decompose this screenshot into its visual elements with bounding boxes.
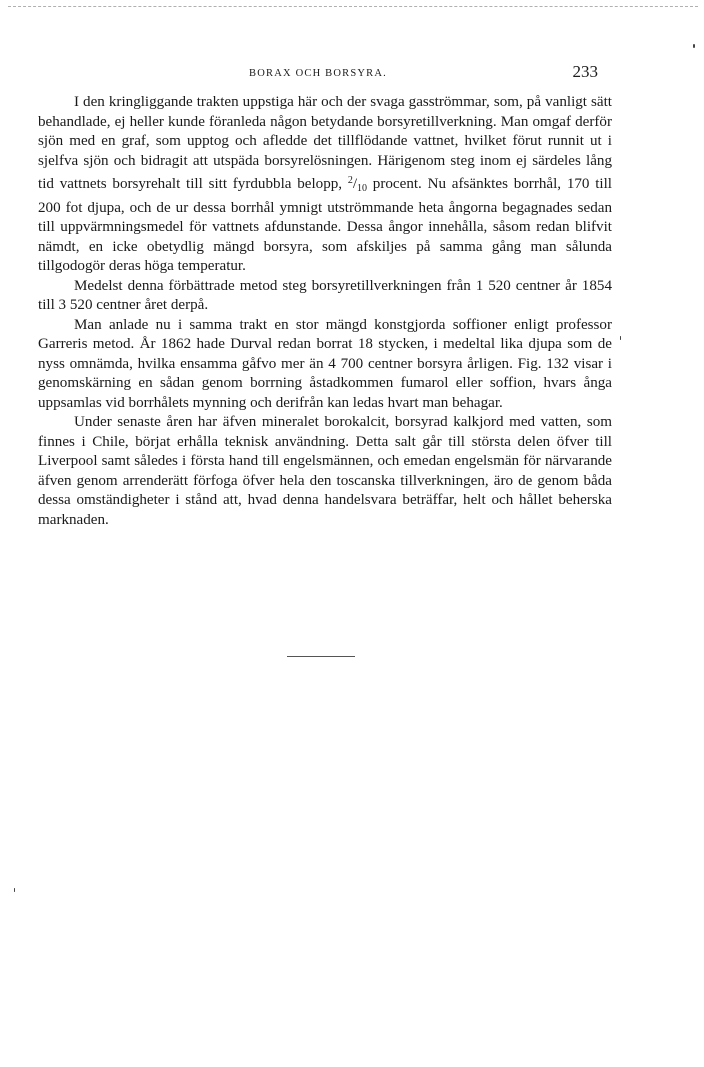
paragraph-3: Man anlade nu i samma trakt en stor mängd konstgjorda soffioner enligt professor Garreris metod. År 1862 hade Durval redan borrat 18 stycken, i medeltal lika djupa som de nyss omnämda, hvilka ensamma gåfvo mer än 4 700 centner borsyra årligen. Fig. 132 visar i genomskärning en sådan genom borrning åstadkommen fumarol eller soffion, hvars ånga uppsamlas vid borrhålets mynning och derifrån kan ledas hvart man behagar. — [38, 316, 612, 411]
paragraph-1 — [38, 93, 612, 277]
fraction-separator: / — [352, 176, 358, 192]
paragraph-2: Medelst denna förbättrade metod steg borsyretillverkningen från 1 520 centner år 1854 till 3 520 centner året derpå. — [38, 277, 612, 313]
paragraph-1-text-after: procent. Nu afsänktes borrhål, 170 till 200 fot djupa, och de ur dessa borrhål ymnigt utströmmande heta ångorna begagnades sedan till uppvärmningsmedel för vattnets afdunstande. Dessa ångor innehålla, såsom redan blifvit nämdt, en icke obetydlig mängd borsyra, som afskiljes på samma gång man sålunda tillgodogör deras höga temperatur. — [38, 176, 612, 274]
page-header — [38, 62, 598, 84]
section-end-rule — [287, 656, 355, 657]
scan-speck — [14, 888, 15, 892]
page-number: 233 — [572, 62, 598, 81]
paragraph-4: Under senaste åren har äfven mineralet borokalcit, borsyrad kalkjord med vatten, som finnes i Chile, börjat erhålla teknisk användning. Detta salt går till största delen öfver till Liverpool samt således i första hand till engelsmännen, och emedan engelsmän för närvarande äfven genom arrenderätt förfoga öfver hela den toscanska tillverkningen, äro de genom båda dessa omständigheter i stånd att, hvad denna handelsvara beträffar, helt och hållet beherska marknaden. — [38, 414, 612, 528]
body-text — [38, 93, 612, 530]
running-head: BORAX OCH BORSYRA. — [249, 68, 387, 79]
paragraph-1-text-before: I den kringliggande trakten uppstiga här och der svaga gasströmmar, som, på vanligt sätt behandlade, ej heller kunde föranleda någon betydande borsyretillverkning. Man omgaf derför sjön med en graf, som upptog och afledde det tillflödande vattnet, hvilket förut runnit ut i sjelfva sjön och bidragit att utspäda borsyrelösningen. Härigenom steg inom ej särdeles lång tid vattnets borsyrehalt till sitt fyrdubbla belopp, — [38, 94, 612, 192]
fraction-denominator: 10 — [357, 183, 368, 194]
fraction-numerator: 2 — [347, 175, 353, 186]
scan-speck — [693, 44, 695, 48]
top-edge-rule — [8, 6, 698, 7]
scan-speck — [620, 336, 621, 340]
